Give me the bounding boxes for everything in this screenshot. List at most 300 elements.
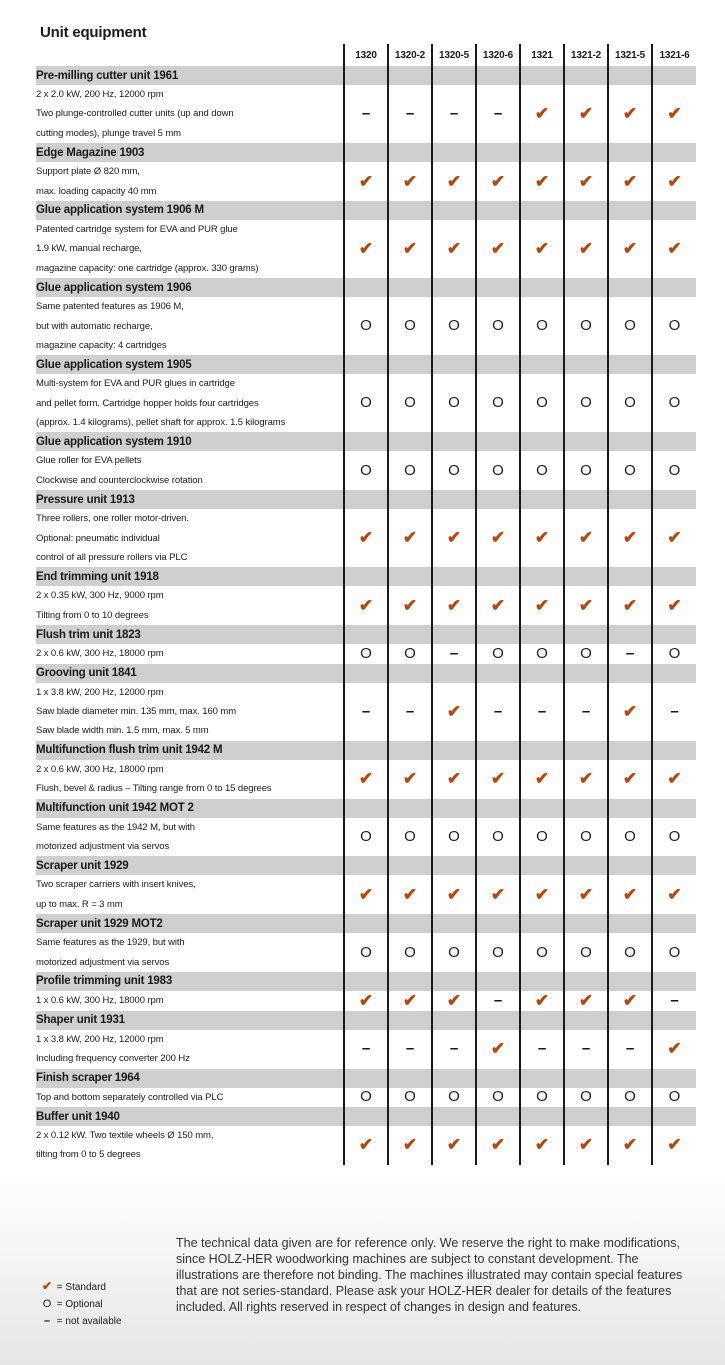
section-header-cell xyxy=(476,432,520,451)
checkmark-icon: ✔ xyxy=(402,884,418,904)
availability-cell-1321-2 xyxy=(564,760,608,799)
description-line: magazine capacity: 4 cartridges xyxy=(36,339,167,351)
optional-mark: O xyxy=(668,943,681,961)
section-header-cell xyxy=(344,914,388,933)
section-header-cell xyxy=(564,66,608,85)
description-line: max. loading capacity 40 mm xyxy=(36,185,157,197)
description-line: Multi-system for EVA and PUR glues in cartridge xyxy=(36,378,235,390)
checkmark-icon: ✔ xyxy=(622,239,638,259)
availability-cell-1321-6 xyxy=(652,162,696,201)
section-description xyxy=(36,933,344,972)
availability-cell-1320-6 xyxy=(476,644,520,663)
description-line: Tilting from 0 to 10 degrees xyxy=(36,609,149,621)
availability-cell-1321 xyxy=(520,1030,564,1069)
availability-cell-1320-2 xyxy=(388,451,432,490)
availability-cell-1320 xyxy=(344,220,388,278)
checkmark-icon: ✔ xyxy=(622,884,638,904)
section-header-cell xyxy=(520,1011,564,1030)
optional-mark: O xyxy=(448,827,460,845)
availability-cell-1321-6 xyxy=(652,875,696,914)
section-name: Shaper unit 1931 xyxy=(36,1011,344,1030)
description-line: Same features as the 1942 M, but with xyxy=(36,821,195,833)
availability-cell-1321-2 xyxy=(564,586,608,625)
section-name: Scraper unit 1929 xyxy=(36,856,344,875)
section-header-row xyxy=(36,66,696,85)
availability-cell-1320-5 xyxy=(432,760,476,799)
checkmark-icon: ✔ xyxy=(578,1135,594,1155)
availability-cell-1320-6 xyxy=(476,586,520,625)
availability-cell-1320-6 xyxy=(476,162,520,201)
availability-cell-1321 xyxy=(520,586,564,625)
section-header-cell xyxy=(476,1011,520,1030)
not-available-mark: – xyxy=(581,702,591,720)
availability-cell-1320-2 xyxy=(388,1088,432,1107)
not-available-mark: – xyxy=(493,105,503,123)
availability-cell-1321-6 xyxy=(652,451,696,490)
section-header-cell xyxy=(388,741,432,760)
section-header-cell xyxy=(476,972,520,991)
availability-cell-1320-2 xyxy=(388,374,432,432)
optional-mark: O xyxy=(404,644,416,662)
section-name: Edge Magazine 1903 xyxy=(36,143,344,162)
section-name: Glue application system 1905 xyxy=(36,355,344,374)
availability-cell-1321-6 xyxy=(652,220,696,278)
availability-cell-1321 xyxy=(520,1126,564,1165)
description-line: Same patented features as 1906 M, xyxy=(36,301,184,313)
section-header-cell xyxy=(476,1069,520,1088)
checkmark-icon: ✔ xyxy=(534,171,550,191)
section-header-row xyxy=(36,1011,696,1030)
availability-cell-1321 xyxy=(520,644,564,663)
section-description xyxy=(36,162,344,201)
availability-cell-1320 xyxy=(344,509,388,567)
legend-item-na xyxy=(40,1313,122,1330)
section-header-cell xyxy=(652,664,696,683)
checkmark-icon: ✔ xyxy=(490,239,506,259)
optional-mark: O xyxy=(492,394,504,412)
section-detail-row xyxy=(36,1088,696,1107)
section-header-cell xyxy=(608,972,652,991)
checkmark-icon: ✔ xyxy=(578,769,594,789)
optional-mark: O xyxy=(668,317,681,335)
availability-cell-1321-2 xyxy=(564,818,608,857)
availability-cell-1321 xyxy=(520,1088,564,1107)
header-blank-cell xyxy=(36,44,344,66)
availability-cell-1321 xyxy=(520,991,564,1011)
availability-cell-1320-6 xyxy=(476,818,520,857)
section-description xyxy=(36,644,344,663)
availability-cell-1320-6 xyxy=(476,933,520,972)
optional-mark: O xyxy=(492,461,504,479)
availability-cell-1321-2 xyxy=(564,220,608,278)
checkmark-icon: ✔ xyxy=(622,104,638,124)
section-header-cell xyxy=(652,490,696,509)
legend-label: = Standard xyxy=(56,1282,106,1293)
section-header-row xyxy=(36,201,696,220)
checkmark-icon: ✔ xyxy=(490,595,506,615)
availability-cell-1321 xyxy=(520,818,564,857)
optional-mark: O xyxy=(580,644,592,662)
section-name: Grooving unit 1841 xyxy=(36,664,344,683)
section-header-cell xyxy=(388,1107,432,1126)
checkmark-icon: ✔ xyxy=(446,171,462,191)
section-header-cell xyxy=(520,66,564,85)
optional-mark: O xyxy=(536,461,548,479)
optional-mark: O xyxy=(580,317,592,335)
checkmark-icon: ✔ xyxy=(446,884,462,904)
checkmark-icon: ✔ xyxy=(578,884,594,904)
section-detail-row xyxy=(36,933,696,972)
section-header-cell xyxy=(344,625,388,644)
section-header-cell xyxy=(520,625,564,644)
availability-cell-1320-6 xyxy=(476,374,520,432)
checkmark-icon: ✔ xyxy=(446,769,462,789)
section-header-cell xyxy=(432,1069,476,1088)
optional-mark: O xyxy=(580,394,592,412)
section-header-cell xyxy=(432,664,476,683)
availability-cell-1321-5 xyxy=(608,1030,652,1069)
availability-cell-1320-5 xyxy=(432,85,476,143)
section-header-cell xyxy=(564,741,608,760)
section-header-cell xyxy=(388,66,432,85)
checkmark-icon: ✔ xyxy=(402,990,418,1010)
optional-mark: O xyxy=(492,644,504,662)
section-description xyxy=(36,875,344,914)
availability-cell-1320 xyxy=(344,374,388,432)
optional-mark: O xyxy=(448,394,460,412)
availability-cell-1320-2 xyxy=(388,297,432,355)
section-header-cell xyxy=(432,432,476,451)
section-header-cell xyxy=(432,1011,476,1030)
checkmark-icon: ✔ xyxy=(490,528,506,548)
availability-cell-1321-6 xyxy=(652,586,696,625)
description-line: motorized adjustment via servos xyxy=(36,840,170,852)
availability-cell-1321 xyxy=(520,220,564,278)
section-header-cell xyxy=(476,664,520,683)
section-description xyxy=(36,586,344,625)
section-header-cell xyxy=(608,1011,652,1030)
section-description xyxy=(36,683,344,741)
section-header-row xyxy=(36,664,696,683)
availability-cell-1321-5 xyxy=(608,683,652,741)
optional-mark: O xyxy=(448,317,460,335)
section-header-cell xyxy=(652,914,696,933)
section-header-cell xyxy=(520,1107,564,1126)
section-header-cell xyxy=(564,972,608,991)
not-available-mark: – xyxy=(625,644,635,662)
checkmark-icon: ✔ xyxy=(622,171,638,191)
optional-mark: O xyxy=(360,644,372,662)
section-header-cell xyxy=(608,490,652,509)
availability-cell-1320 xyxy=(344,1126,388,1165)
section-header-row xyxy=(36,972,696,991)
availability-cell-1320-2 xyxy=(388,933,432,972)
section-header-cell xyxy=(476,355,520,374)
section-detail-row xyxy=(36,818,696,857)
optional-mark: O xyxy=(448,461,460,479)
availability-cell-1320-6 xyxy=(476,875,520,914)
section-header-cell xyxy=(388,799,432,818)
not-available-mark: – xyxy=(670,991,679,1009)
description-line: Support plate Ø 820 mm, xyxy=(36,166,140,178)
description-line: 2 x 0.6 kW, 300 Hz, 18000 rpm xyxy=(36,648,164,660)
not-available-mark: – xyxy=(537,702,547,720)
section-header-cell xyxy=(476,66,520,85)
optional-mark: O xyxy=(668,1088,681,1106)
not-available-mark: – xyxy=(361,702,371,720)
optional-mark: O xyxy=(536,394,548,412)
section-description xyxy=(36,220,344,278)
not-available-mark: – xyxy=(405,1040,415,1058)
availability-cell-1320 xyxy=(344,1030,388,1069)
optional-mark: O xyxy=(404,1088,416,1106)
optional-mark: O xyxy=(580,1088,592,1106)
model-header-1320: 1320 xyxy=(344,44,388,66)
description-line: Saw blade diameter min. 135 mm, max. 160 mm xyxy=(36,705,237,717)
section-header-cell xyxy=(344,66,388,85)
optional-mark: O xyxy=(360,827,372,845)
model-header-1321: 1321 xyxy=(520,44,564,66)
availability-cell-1321-6 xyxy=(652,818,696,857)
section-name: Glue application system 1910 xyxy=(36,432,344,451)
optional-mark: O xyxy=(448,1088,460,1106)
legend-label: = Optional xyxy=(56,1299,103,1310)
checkmark-icon: ✔ xyxy=(578,595,594,615)
description-line: Top and bottom separately controlled via PLC xyxy=(36,1091,224,1103)
section-header-cell xyxy=(608,355,652,374)
description-line: Two plunge-controlled cutter units (up and down xyxy=(36,108,234,120)
availability-cell-1320 xyxy=(344,451,388,490)
availability-cell-1321-6 xyxy=(652,297,696,355)
availability-cell-1320-2 xyxy=(388,875,432,914)
checkmark-icon: ✔ xyxy=(534,528,550,548)
section-description xyxy=(36,451,344,490)
availability-cell-1321-2 xyxy=(564,509,608,567)
section-detail-row xyxy=(36,509,696,567)
checkmark-icon: ✔ xyxy=(402,595,418,615)
availability-cell-1320 xyxy=(344,297,388,355)
section-header-row xyxy=(36,143,696,162)
availability-cell-1320 xyxy=(344,818,388,857)
optional-mark: O xyxy=(624,317,636,335)
checkmark-icon: ✔ xyxy=(358,595,374,615)
section-name: Pressure unit 1913 xyxy=(36,490,344,509)
checkmark-icon: ✔ xyxy=(578,528,594,548)
availability-cell-1320 xyxy=(344,1088,388,1107)
availability-cell-1320-5 xyxy=(432,683,476,741)
availability-cell-1320-5 xyxy=(432,818,476,857)
checkmark-icon: ✔ xyxy=(667,528,682,548)
availability-cell-1320-2 xyxy=(388,85,432,143)
section-header-cell xyxy=(476,856,520,875)
checkmark-icon: ✔ xyxy=(402,1135,418,1155)
checkmark-icon: ✔ xyxy=(402,171,418,191)
section-header-cell xyxy=(476,201,520,220)
availability-cell-1321-2 xyxy=(564,85,608,143)
checkmark-icon: ✔ xyxy=(446,701,462,721)
optional-mark: O xyxy=(360,461,372,479)
section-detail-row xyxy=(36,644,696,663)
optional-mark: O xyxy=(404,827,416,845)
availability-cell-1320-2 xyxy=(388,1030,432,1069)
section-header-cell xyxy=(652,432,696,451)
section-header-cell xyxy=(520,972,564,991)
model-header-1320-5: 1320-5 xyxy=(432,44,476,66)
section-header-cell xyxy=(564,1107,608,1126)
availability-cell-1321-5 xyxy=(608,220,652,278)
availability-cell-1321-6 xyxy=(652,683,696,741)
section-header-cell xyxy=(652,741,696,760)
availability-cell-1320-5 xyxy=(432,586,476,625)
availability-cell-1321-6 xyxy=(652,991,696,1011)
availability-cell-1320 xyxy=(344,991,388,1011)
section-header-cell xyxy=(608,625,652,644)
section-description xyxy=(36,85,344,143)
availability-cell-1321 xyxy=(520,933,564,972)
section-description xyxy=(36,1126,344,1165)
description-line: Patented cartridge system for EVA and PUR glue xyxy=(36,223,238,235)
availability-cell-1321-5 xyxy=(608,818,652,857)
availability-cell-1320-6 xyxy=(476,509,520,567)
section-header-cell xyxy=(608,1107,652,1126)
checkmark-icon: ✔ xyxy=(667,769,682,789)
section-header-cell xyxy=(564,625,608,644)
section-detail-row xyxy=(36,297,696,355)
availability-cell-1321-2 xyxy=(564,1030,608,1069)
not-available-mark: – xyxy=(493,991,503,1009)
section-header-cell xyxy=(564,567,608,586)
checkmark-icon: ✔ xyxy=(446,528,462,548)
availability-cell-1320-5 xyxy=(432,509,476,567)
optional-mark: O xyxy=(536,943,548,961)
description-line: magazine capacity: one cartridge (approx. 330 grams) xyxy=(36,262,259,274)
availability-cell-1321-6 xyxy=(652,1030,696,1069)
section-header-cell xyxy=(388,914,432,933)
description-line: Flush, bevel & radius – Tilting range from 0 to 15 degrees xyxy=(36,783,272,795)
optional-mark: O xyxy=(360,1088,372,1106)
section-header-cell xyxy=(388,201,432,220)
description-line: Two scraper carriers with insert knives, xyxy=(36,879,196,891)
checkmark-icon: ✔ xyxy=(578,171,594,191)
section-detail-row xyxy=(36,374,696,432)
availability-cell-1320-2 xyxy=(388,818,432,857)
availability-cell-1320 xyxy=(344,683,388,741)
checkmark-icon: ✔ xyxy=(534,990,550,1010)
availability-cell-1320-6 xyxy=(476,451,520,490)
availability-cell-1321-5 xyxy=(608,1088,652,1107)
availability-cell-1321 xyxy=(520,875,564,914)
model-header-1321-2: 1321-2 xyxy=(564,44,608,66)
section-header-cell xyxy=(476,741,520,760)
section-header-cell xyxy=(608,856,652,875)
checkmark-icon: ✔ xyxy=(446,1135,462,1155)
availability-cell-1320-2 xyxy=(388,509,432,567)
checkmark-icon: ✔ xyxy=(667,595,682,615)
description-line: (approx. 1.4 kilograms), pellet shaft for approx. 1.5 kilograms xyxy=(36,417,286,429)
availability-cell-1321 xyxy=(520,85,564,143)
availability-cell-1320-5 xyxy=(432,933,476,972)
checkmark-icon: ✔ xyxy=(578,104,594,124)
availability-cell-1320-2 xyxy=(388,683,432,741)
checkmark-icon: ✔ xyxy=(358,528,374,548)
description-line: 2 x 0.12 kW. Two textile wheels Ø 150 mm, xyxy=(36,1130,214,1142)
section-header-row xyxy=(36,741,696,760)
section-header-row xyxy=(36,567,696,586)
section-name: Buffer unit 1940 xyxy=(36,1107,344,1126)
checkmark-icon: ✔ xyxy=(534,595,550,615)
availability-cell-1320-5 xyxy=(432,374,476,432)
section-header-cell xyxy=(564,278,608,297)
availability-cell-1321-6 xyxy=(652,933,696,972)
optional-mark: O xyxy=(360,317,372,335)
description-line: control of all pressure rollers via PLC xyxy=(36,552,188,564)
availability-cell-1320-6 xyxy=(476,1030,520,1069)
section-header-cell xyxy=(520,278,564,297)
description-line: but with automatic recharge, xyxy=(36,320,153,332)
section-header-cell xyxy=(476,914,520,933)
description-line: Saw blade width min. 1.5 mm, max. 5 mm xyxy=(36,725,209,737)
section-header-cell xyxy=(652,1069,696,1088)
section-header-cell xyxy=(388,355,432,374)
optional-mark: O xyxy=(404,461,416,479)
optional-mark: O xyxy=(536,827,548,845)
section-header-cell xyxy=(608,66,652,85)
section-header-row xyxy=(36,278,696,297)
section-header-cell xyxy=(476,567,520,586)
section-header-cell xyxy=(564,490,608,509)
section-header-row xyxy=(36,432,696,451)
section-header-cell xyxy=(344,972,388,991)
availability-cell-1320-6 xyxy=(476,1088,520,1107)
section-header-cell xyxy=(476,625,520,644)
section-name: Pre-milling cutter unit 1961 xyxy=(36,66,344,85)
description-line: up to max. R = 3 mm xyxy=(36,898,123,910)
section-header-cell xyxy=(344,664,388,683)
not-available-mark: – xyxy=(449,1040,459,1058)
section-header-cell xyxy=(608,664,652,683)
availability-cell-1320-5 xyxy=(432,1030,476,1069)
model-header-1320-6: 1320-6 xyxy=(476,44,520,66)
optional-mark: O xyxy=(624,943,636,961)
section-header-row xyxy=(36,856,696,875)
availability-cell-1320-5 xyxy=(432,644,476,663)
checkmark-icon: ✔ xyxy=(358,769,374,789)
availability-cell-1320 xyxy=(344,644,388,663)
optional-mark: O xyxy=(404,943,416,961)
section-header-cell xyxy=(344,1069,388,1088)
not-available-mark: – xyxy=(405,105,415,123)
section-header-cell xyxy=(344,799,388,818)
section-detail-row xyxy=(36,991,696,1011)
section-header-cell xyxy=(344,278,388,297)
section-header-cell xyxy=(608,1069,652,1088)
section-header-cell xyxy=(344,432,388,451)
availability-cell-1321-6 xyxy=(652,644,696,663)
section-header-cell xyxy=(608,143,652,162)
description-line: 2 x 2.0 kW, 200 Hz, 12000 rpm xyxy=(36,89,164,100)
availability-cell-1320 xyxy=(344,85,388,143)
section-header-cell xyxy=(388,664,432,683)
not-available-mark: – xyxy=(361,1040,371,1058)
availability-cell-1321-5 xyxy=(608,162,652,201)
section-header-cell xyxy=(520,567,564,586)
section-detail-row xyxy=(36,1030,696,1069)
section-header-cell xyxy=(432,66,476,85)
section-header-cell xyxy=(608,432,652,451)
optional-mark: O xyxy=(580,827,592,845)
availability-cell-1320 xyxy=(344,162,388,201)
optional-mark: O xyxy=(580,461,592,479)
